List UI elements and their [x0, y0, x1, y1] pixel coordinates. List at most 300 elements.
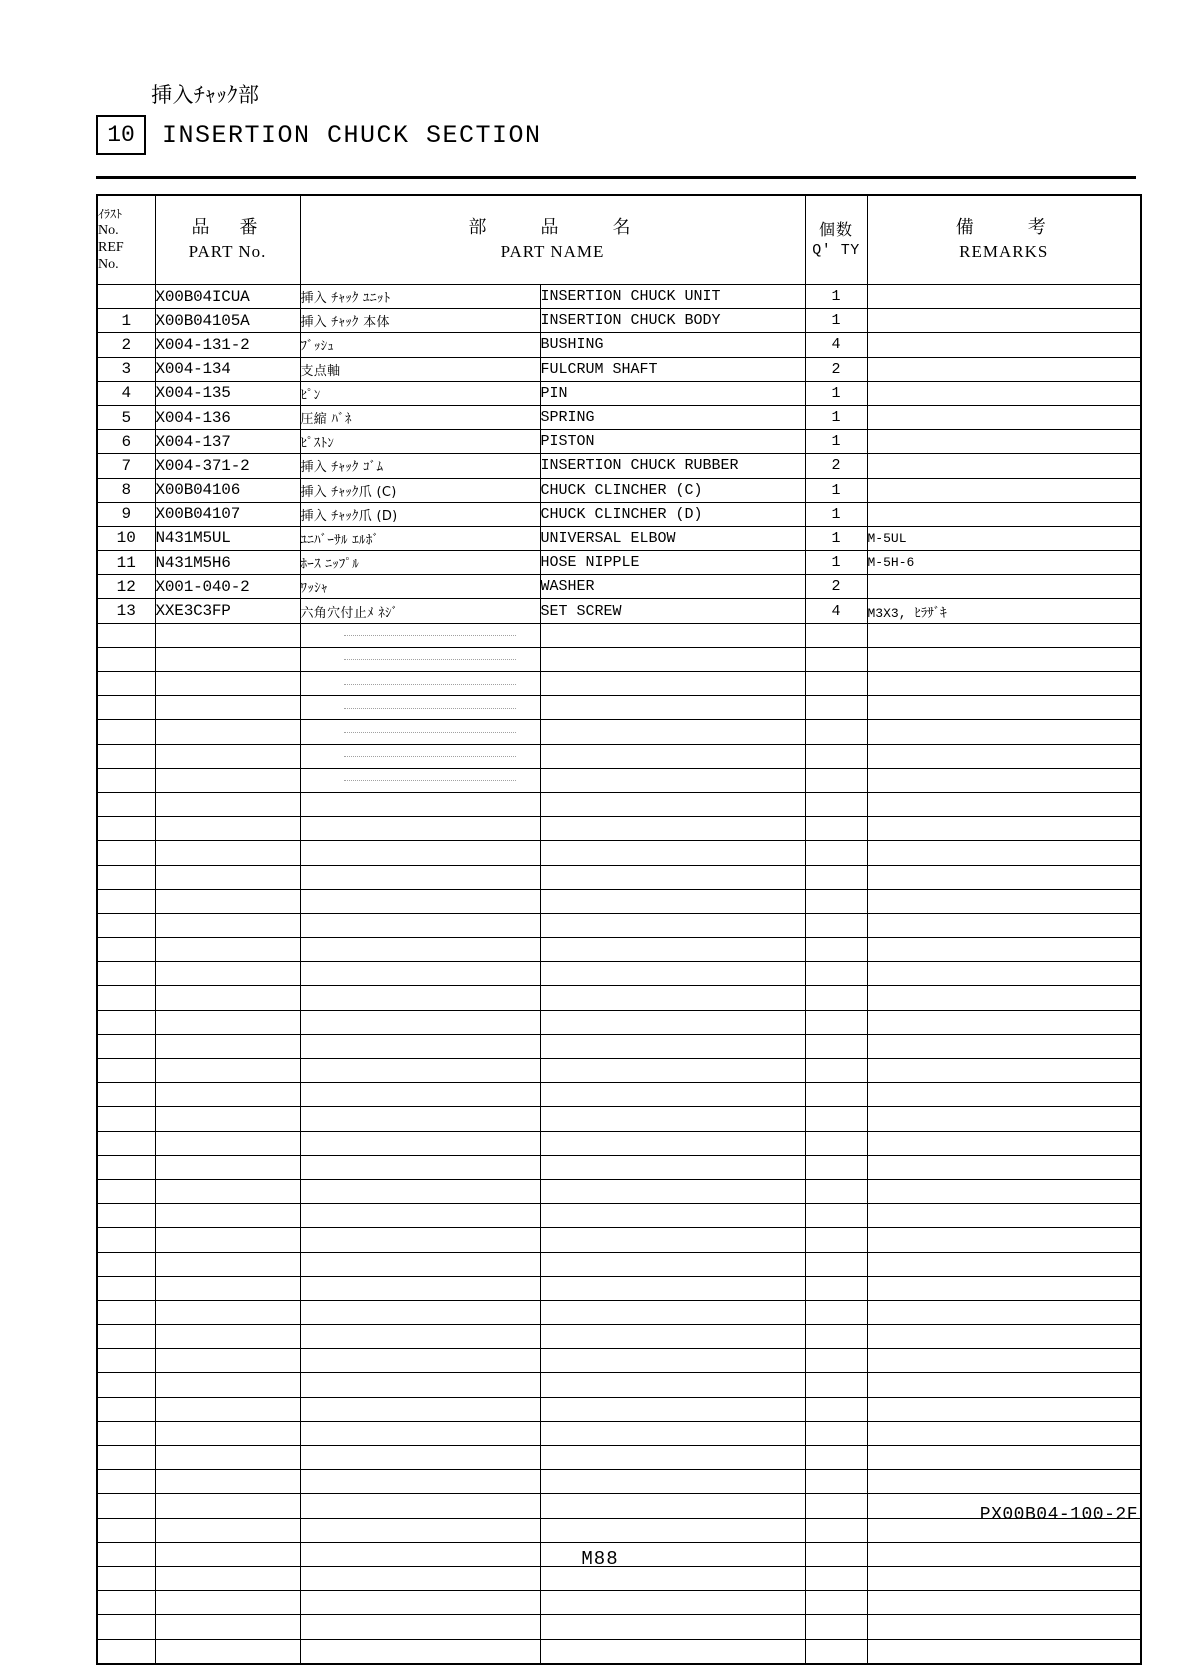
cell-part-name-jp: 挿入 ﾁｬｯｸ 本体	[300, 309, 540, 333]
cell-ref-no	[97, 1325, 155, 1349]
cell-qty	[805, 1155, 867, 1179]
cell-qty	[805, 1107, 867, 1131]
cell-ref-no	[97, 913, 155, 937]
cell-qty	[805, 1349, 867, 1373]
cell-qty: 1	[805, 502, 867, 526]
table-row-empty	[97, 841, 1141, 865]
cell-ref-no	[97, 1252, 155, 1276]
cell-ref-no	[97, 1204, 155, 1228]
cell-part-name-jp	[300, 647, 540, 671]
cell-remarks	[867, 696, 1141, 720]
japanese-section-title: 挿入ﾁｬｯｸ部	[151, 83, 260, 107]
cell-part-name-jp	[300, 768, 540, 792]
table-row-empty	[97, 1228, 1141, 1252]
header-divider-rule	[96, 176, 1136, 179]
cell-remarks	[867, 623, 1141, 647]
cell-ref-no	[97, 1494, 155, 1518]
cell-part-no: X00B04107	[155, 502, 300, 526]
cell-ref-no: 4	[97, 381, 155, 405]
cell-qty	[805, 1494, 867, 1518]
cell-ref-no	[97, 962, 155, 986]
cell-part-no	[155, 1010, 300, 1034]
cell-remarks	[867, 865, 1141, 889]
cell-ref-no	[97, 1276, 155, 1300]
table-row	[97, 599, 1141, 623]
cell-ref-no	[97, 672, 155, 696]
cell-part-name-jp	[300, 1349, 540, 1373]
table-row-empty	[97, 792, 1141, 816]
cell-part-no	[155, 1615, 300, 1639]
cell-ref-no	[97, 1228, 155, 1252]
cell-part-no	[155, 1373, 300, 1397]
cell-part-no	[155, 696, 300, 720]
cell-ref-no: 9	[97, 502, 155, 526]
cell-remarks: M-5H-6	[867, 551, 1141, 575]
cell-part-name-en	[540, 1155, 805, 1179]
header-qty	[805, 195, 867, 285]
cell-part-no	[155, 1252, 300, 1276]
cell-part-name-jp	[300, 1252, 540, 1276]
cell-remarks	[867, 768, 1141, 792]
cell-remarks	[867, 938, 1141, 962]
table-row-empty	[97, 1373, 1141, 1397]
cell-qty	[805, 696, 867, 720]
cell-part-name-jp	[300, 962, 540, 986]
cell-part-name-jp	[300, 792, 540, 816]
table-row-empty	[97, 889, 1141, 913]
cell-part-no	[155, 1155, 300, 1179]
cell-ref-no: 1	[97, 309, 155, 333]
cell-qty	[805, 1059, 867, 1083]
cell-remarks	[867, 502, 1141, 526]
cell-part-name-jp	[300, 1155, 540, 1179]
cell-part-no: X004-131-2	[155, 333, 300, 357]
cell-qty	[805, 1131, 867, 1155]
table-header-row	[97, 195, 1141, 285]
cell-part-name-jp: 挿入 ﾁｬｯｸ ｺﾞﾑ	[300, 454, 540, 478]
cell-remarks	[867, 1591, 1141, 1615]
table-row-empty	[97, 672, 1141, 696]
cell-ref-no: 13	[97, 599, 155, 623]
cell-remarks	[867, 672, 1141, 696]
cell-remarks	[867, 962, 1141, 986]
cell-part-name-jp: ﾎｰｽ ﾆｯﾌﾟﾙ	[300, 551, 540, 575]
cell-part-name-jp: 挿入 ﾁｬｯｸ ﾕﾆｯﾄ	[300, 285, 540, 309]
cell-part-no	[155, 792, 300, 816]
cell-qty	[805, 962, 867, 986]
cell-qty: 1	[805, 478, 867, 502]
cell-part-no	[155, 1349, 300, 1373]
table-row-empty	[97, 1446, 1141, 1470]
cell-remarks	[867, 1155, 1141, 1179]
cell-remarks	[867, 1107, 1141, 1131]
table-row-empty	[97, 1300, 1141, 1324]
cell-ref-no	[97, 817, 155, 841]
cell-part-name-jp	[300, 1228, 540, 1252]
table-row	[97, 502, 1141, 526]
cell-ref-no	[97, 744, 155, 768]
cell-remarks	[867, 1566, 1141, 1590]
cell-part-name-jp	[300, 1421, 540, 1445]
cell-part-name-jp: ﾜｯｼｬ	[300, 575, 540, 599]
cell-part-name-jp: 六角穴付止ﾒ ﾈｼﾞ	[300, 599, 540, 623]
cell-qty	[805, 1421, 867, 1445]
cell-part-no: N431M5UL	[155, 526, 300, 550]
cell-part-name-jp: 挿入 ﾁｬｯｸ爪 (C)	[300, 478, 540, 502]
table-row-empty	[97, 744, 1141, 768]
cell-part-name-jp	[300, 672, 540, 696]
cell-qty	[805, 865, 867, 889]
cell-remarks	[867, 1325, 1141, 1349]
cell-part-name-en	[540, 817, 805, 841]
cell-remarks	[867, 1131, 1141, 1155]
cell-ref-no	[97, 1591, 155, 1615]
cell-remarks	[867, 333, 1141, 357]
cell-part-name-jp	[300, 1494, 540, 1518]
table-row-empty	[97, 962, 1141, 986]
cell-ref-no	[97, 1155, 155, 1179]
section-title-row	[96, 115, 1136, 155]
cell-part-name-en: INSERTION CHUCK RUBBER	[540, 454, 805, 478]
table-row	[97, 285, 1141, 309]
table-row-empty	[97, 1325, 1141, 1349]
cell-qty	[805, 1300, 867, 1324]
cell-part-no: X001-040-2	[155, 575, 300, 599]
cell-part-name-en: SPRING	[540, 405, 805, 429]
cell-ref-no	[97, 1300, 155, 1324]
cell-ref-no: 8	[97, 478, 155, 502]
cell-ref-no	[97, 720, 155, 744]
cell-qty: 1	[805, 526, 867, 550]
cell-ref-no	[97, 1107, 155, 1131]
cell-remarks	[867, 817, 1141, 841]
cell-part-name-en: CHUCK CLINCHER (C)	[540, 478, 805, 502]
cell-remarks	[867, 1470, 1141, 1494]
header-block	[96, 84, 1136, 155]
cell-part-name-en	[540, 986, 805, 1010]
header-part-name	[300, 195, 805, 285]
cell-part-no	[155, 720, 300, 744]
cell-qty	[805, 1591, 867, 1615]
cell-part-name-en	[540, 1131, 805, 1155]
cell-remarks	[867, 744, 1141, 768]
cell-part-name-en	[540, 1300, 805, 1324]
cell-part-no	[155, 1325, 300, 1349]
table-row-empty	[97, 1155, 1141, 1179]
cell-qty: 2	[805, 575, 867, 599]
cell-qty: 4	[805, 333, 867, 357]
cell-ref-no	[97, 1446, 155, 1470]
cell-remarks	[867, 1179, 1141, 1203]
table-row-empty	[97, 720, 1141, 744]
cell-remarks	[867, 1034, 1141, 1058]
cell-remarks	[867, 1300, 1141, 1324]
table-row-empty	[97, 865, 1141, 889]
cell-part-name-en	[540, 1034, 805, 1058]
cell-qty	[805, 817, 867, 841]
cell-part-name-en	[540, 1470, 805, 1494]
cell-part-no: XXE3C3FP	[155, 599, 300, 623]
cell-remarks	[867, 405, 1141, 429]
cell-remarks	[867, 1373, 1141, 1397]
cell-part-name-jp	[300, 1276, 540, 1300]
table-row	[97, 381, 1141, 405]
cell-remarks	[867, 430, 1141, 454]
cell-part-name-jp	[300, 1107, 540, 1131]
cell-part-name-jp	[300, 986, 540, 1010]
cell-qty	[805, 913, 867, 937]
cell-remarks	[867, 454, 1141, 478]
cell-remarks: M3X3, ﾋﾗｻﾞｷ	[867, 599, 1141, 623]
cell-part-name-en	[540, 913, 805, 937]
cell-part-no: X004-137	[155, 430, 300, 454]
cell-part-name-jp	[300, 913, 540, 937]
cell-qty	[805, 841, 867, 865]
cell-part-no	[155, 623, 300, 647]
table-row-empty	[97, 1107, 1141, 1131]
cell-part-no: X004-371-2	[155, 454, 300, 478]
cell-remarks	[867, 720, 1141, 744]
cell-part-name-jp	[300, 1566, 540, 1590]
cell-part-name-jp	[300, 1591, 540, 1615]
table-row-empty	[97, 1566, 1141, 1590]
cell-remarks	[867, 1204, 1141, 1228]
header-part-name-en: PART NAME	[500, 241, 605, 261]
cell-qty	[805, 1566, 867, 1590]
cell-part-no	[155, 1518, 300, 1542]
table-row-empty	[97, 1639, 1141, 1664]
cell-part-no	[155, 1494, 300, 1518]
cell-part-no: X004-134	[155, 357, 300, 381]
cell-remarks	[867, 575, 1141, 599]
cell-part-name-jp	[300, 623, 540, 647]
cell-part-name-en	[540, 1059, 805, 1083]
cell-qty	[805, 744, 867, 768]
cell-part-name-en	[540, 1397, 805, 1421]
table-row	[97, 309, 1141, 333]
cell-part-no: X00B04106	[155, 478, 300, 502]
cell-qty	[805, 720, 867, 744]
parts-table-wrapper	[96, 194, 1140, 1665]
cell-part-name-en	[540, 1325, 805, 1349]
header-qty-jp: 個数	[818, 220, 853, 240]
cell-part-name-en	[540, 938, 805, 962]
cell-part-name-en: UNIVERSAL ELBOW	[540, 526, 805, 550]
cell-part-name-en	[540, 1615, 805, 1639]
cell-part-name-en: PISTON	[540, 430, 805, 454]
cell-part-no	[155, 889, 300, 913]
cell-qty	[805, 986, 867, 1010]
cell-ref-no	[97, 792, 155, 816]
table-row	[97, 405, 1141, 429]
cell-part-no	[155, 938, 300, 962]
cell-part-no	[155, 1591, 300, 1615]
cell-remarks	[867, 1446, 1141, 1470]
cell-ref-no	[97, 938, 155, 962]
cell-ref-no	[97, 865, 155, 889]
cell-qty	[805, 1397, 867, 1421]
cell-qty	[805, 1470, 867, 1494]
cell-qty: 1	[805, 430, 867, 454]
cell-part-no	[155, 913, 300, 937]
cell-part-no: X00B04105A	[155, 309, 300, 333]
cell-qty	[805, 792, 867, 816]
cell-qty	[805, 1446, 867, 1470]
cell-qty: 1	[805, 309, 867, 333]
cell-qty	[805, 1639, 867, 1664]
cell-part-name-en	[540, 696, 805, 720]
cell-qty	[805, 1010, 867, 1034]
cell-ref-no: 5	[97, 405, 155, 429]
cell-part-name-jp	[300, 1179, 540, 1203]
cell-ref-no	[97, 1518, 155, 1542]
header-ref-jp: ｲﾗｽﾄ	[98, 207, 123, 222]
cell-part-name-jp	[300, 744, 540, 768]
cell-part-no	[155, 1446, 300, 1470]
table-row-empty	[97, 1276, 1141, 1300]
table-row-empty	[97, 1034, 1141, 1058]
cell-ref-no: 3	[97, 357, 155, 381]
cell-qty	[805, 623, 867, 647]
cell-part-name-en	[540, 1276, 805, 1300]
cell-part-no	[155, 986, 300, 1010]
cell-part-name-jp	[300, 1034, 540, 1058]
cell-part-name-jp: ﾕﾆﾊﾞｰｻﾙ ｴﾙﾎﾞ	[300, 526, 540, 550]
cell-part-name-en: SET SCREW	[540, 599, 805, 623]
header-ref-no-2: No.	[98, 256, 119, 272]
table-row-empty	[97, 1421, 1141, 1445]
cell-remarks	[867, 285, 1141, 309]
table-row-empty	[97, 1131, 1141, 1155]
table-row-empty	[97, 1591, 1141, 1615]
table-row-empty	[97, 1083, 1141, 1107]
cell-qty	[805, 1179, 867, 1203]
cell-part-no	[155, 1131, 300, 1155]
cell-part-name-en: INSERTION CHUCK UNIT	[540, 285, 805, 309]
table-row-empty	[97, 1349, 1141, 1373]
table-row	[97, 454, 1141, 478]
table-row	[97, 575, 1141, 599]
cell-qty	[805, 647, 867, 671]
cell-remarks	[867, 986, 1141, 1010]
cell-ref-no	[97, 1349, 155, 1373]
cell-part-name-en	[540, 1228, 805, 1252]
cell-remarks	[867, 647, 1141, 671]
cell-part-name-en	[540, 1639, 805, 1664]
cell-remarks	[867, 357, 1141, 381]
cell-part-no	[155, 1034, 300, 1058]
cell-ref-no	[97, 623, 155, 647]
cell-part-name-en	[540, 744, 805, 768]
table-row-empty	[97, 1470, 1141, 1494]
cell-part-name-jp	[300, 1010, 540, 1034]
cell-part-name-en	[540, 1518, 805, 1542]
cell-part-no: X004-136	[155, 405, 300, 429]
cell-part-no: X00B04ICUA	[155, 285, 300, 309]
cell-part-no: N431M5H6	[155, 551, 300, 575]
cell-ref-no	[97, 986, 155, 1010]
cell-part-no	[155, 817, 300, 841]
cell-part-name-en	[540, 1373, 805, 1397]
table-row-empty	[97, 1010, 1141, 1034]
page-number: M88	[581, 1548, 619, 1570]
cell-part-name-jp	[300, 696, 540, 720]
cell-remarks	[867, 1083, 1141, 1107]
cell-part-name-jp: 圧縮 ﾊﾞﾈ	[300, 405, 540, 429]
cell-part-name-en	[540, 1083, 805, 1107]
cell-part-name-jp	[300, 817, 540, 841]
header-part-no	[155, 195, 300, 285]
cell-qty: 2	[805, 357, 867, 381]
cell-qty	[805, 938, 867, 962]
cell-part-name-jp	[300, 1325, 540, 1349]
cell-ref-no	[97, 1639, 155, 1664]
cell-ref-no	[97, 1179, 155, 1203]
cell-part-no	[155, 1300, 300, 1324]
cell-qty: 1	[805, 381, 867, 405]
cell-part-no	[155, 1059, 300, 1083]
cell-remarks	[867, 841, 1141, 865]
cell-ref-no	[97, 768, 155, 792]
section-title-text: INSERTION CHUCK SECTION	[162, 120, 542, 150]
cell-qty: 1	[805, 285, 867, 309]
cell-remarks	[867, 792, 1141, 816]
table-row-empty	[97, 1397, 1141, 1421]
table-row	[97, 478, 1141, 502]
cell-part-name-jp	[300, 938, 540, 962]
cell-part-name-en	[540, 841, 805, 865]
cell-part-name-jp	[300, 1083, 540, 1107]
cell-part-name-jp	[300, 865, 540, 889]
cell-part-no	[155, 1397, 300, 1421]
table-row-empty	[97, 1059, 1141, 1083]
header-remarks-jp: 備 考	[955, 217, 1052, 239]
header-ref-no-1: No.	[98, 222, 119, 238]
cell-ref-no	[97, 841, 155, 865]
table-body	[97, 285, 1141, 1664]
cell-remarks	[867, 1276, 1141, 1300]
cell-part-name-en	[540, 1494, 805, 1518]
cell-qty	[805, 1615, 867, 1639]
table-row	[97, 551, 1141, 575]
cell-part-name-jp: 挿入 ﾁｬｯｸ爪 (D)	[300, 502, 540, 526]
cell-part-name-jp	[300, 1639, 540, 1664]
parts-table	[96, 194, 1142, 1665]
header-qty-en: Q' TY	[812, 241, 860, 259]
cell-qty: 1	[805, 405, 867, 429]
cell-ref-no	[97, 1566, 155, 1590]
cell-part-no	[155, 647, 300, 671]
cell-part-name-en: FULCRUM SHAFT	[540, 357, 805, 381]
cell-part-name-en	[540, 1591, 805, 1615]
cell-ref-no	[97, 889, 155, 913]
cell-remarks	[867, 1010, 1141, 1034]
table-row-empty	[97, 938, 1141, 962]
cell-part-name-jp	[300, 1518, 540, 1542]
cell-ref-no	[97, 1034, 155, 1058]
cell-part-name-jp	[300, 1131, 540, 1155]
table-row	[97, 357, 1141, 381]
cell-part-name-jp	[300, 1615, 540, 1639]
cell-ref-no	[97, 1059, 155, 1083]
table-row-empty	[97, 913, 1141, 937]
cell-part-name-en	[540, 1566, 805, 1590]
cell-part-no	[155, 841, 300, 865]
cell-qty	[805, 1034, 867, 1058]
table-row	[97, 430, 1141, 454]
cell-part-no	[155, 744, 300, 768]
cell-part-name-jp	[300, 889, 540, 913]
